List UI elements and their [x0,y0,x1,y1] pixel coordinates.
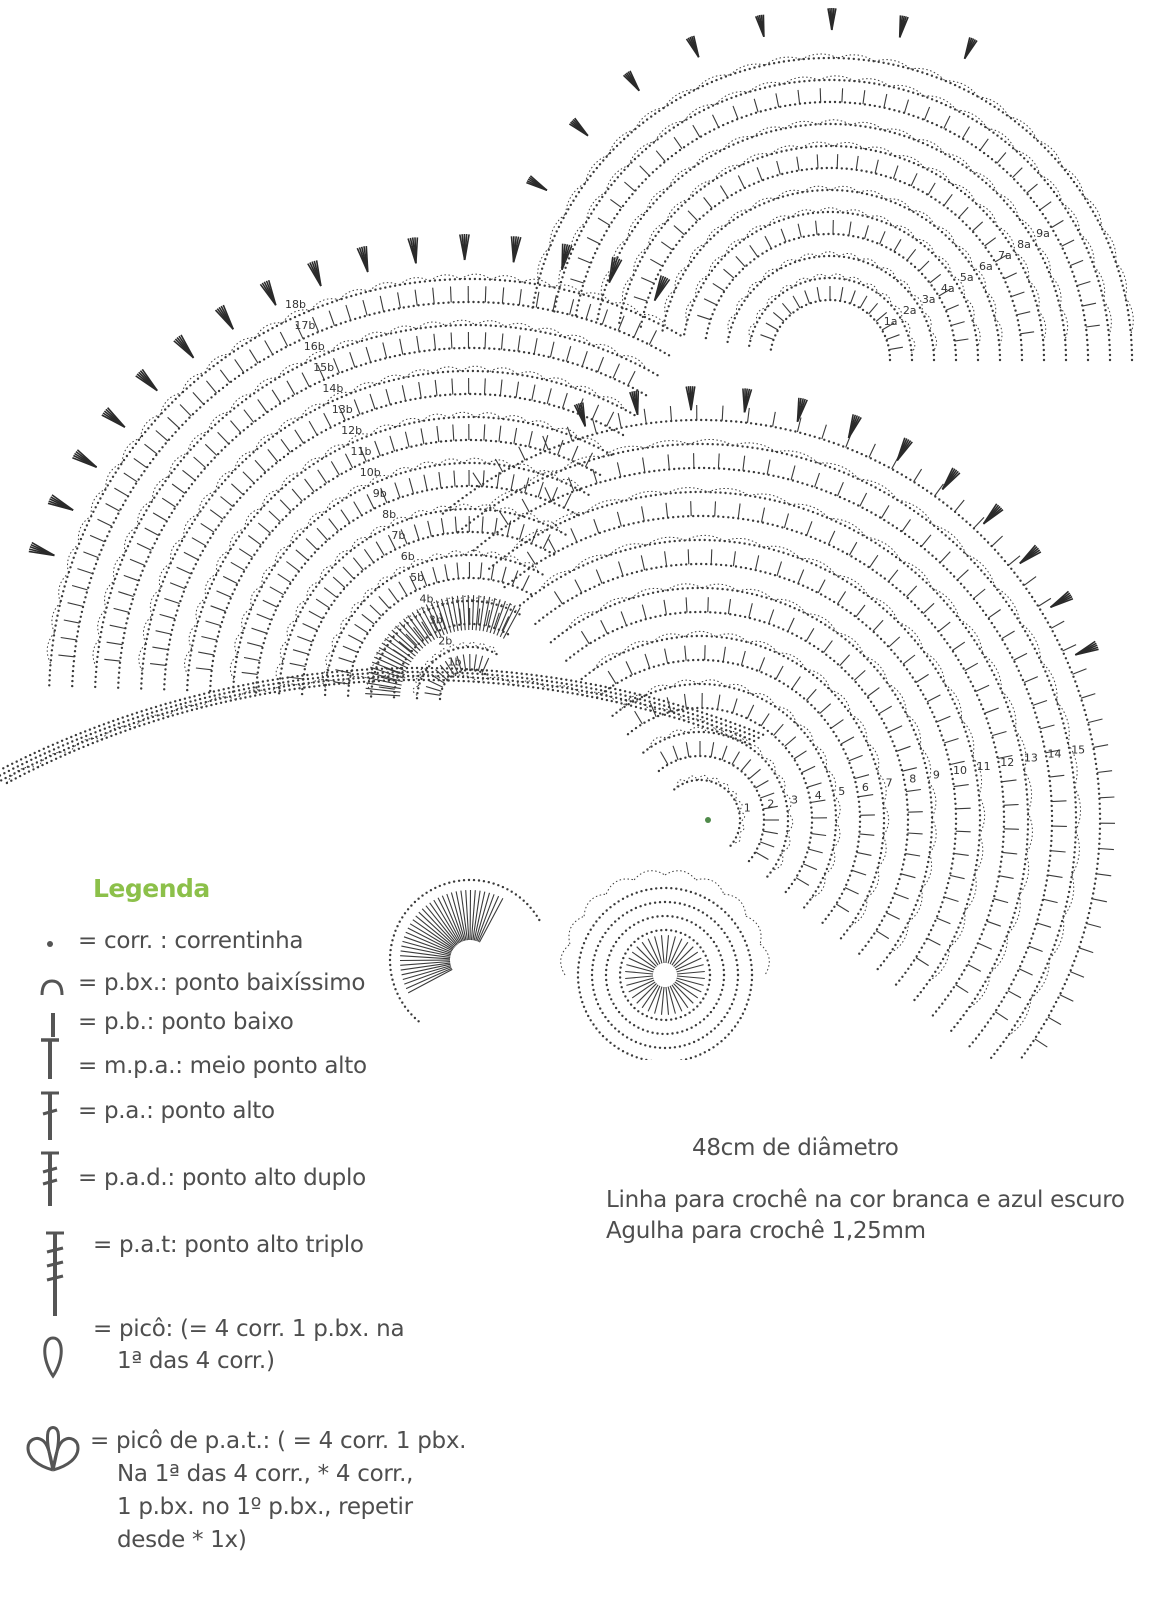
round-label-right: 12 [1000,755,1015,769]
right-motif-stitch-round [527,501,1019,993]
legend-text-picot-1: = picô: (= 4 corr. 1 p.bx. na [93,1316,405,1342]
right-motif-chain-round [627,707,813,893]
center-flower-chain-round [605,915,725,1035]
round-label-left: 4b [419,592,434,606]
top-motif-chain-round [531,57,1133,361]
round-label-left: 12b [341,424,363,438]
right-motif-chain-round [611,683,837,909]
left-motif-chain-round [186,416,613,692]
round-label-right: 15 [1071,743,1086,757]
slip-stitch-icon [38,975,68,999]
right-motif-chain-round [565,611,909,955]
materials-line-thread: Linha para crochê na cor branca e azul escuro [606,1187,1125,1213]
top-motif-chain-round [661,189,1001,361]
round-label-left: 6b [400,550,415,564]
right-motif-scallop-round [595,631,889,925]
round-label-left: 8b [382,508,397,522]
left-border-chain-round [0,675,755,782]
center-flower-stitches [625,935,705,1015]
chain-dot-icon [40,934,60,954]
legend-text-picot-2: 1ª das 4 corr.) [117,1348,275,1374]
right-motif-stitch-round [473,405,1115,1047]
left-motif-edge-fans [29,234,670,555]
round-label-right: 8 [909,772,917,786]
top-motif-edge-fans [526,8,977,190]
top-motif-chain-round [640,167,1024,361]
round-label-top: 5a [959,271,974,284]
right-motif-chain-round [442,419,1102,1060]
picot-icon [38,1330,68,1380]
round-label-top: 4a [940,282,955,295]
left-motif-scallop-round [47,274,667,663]
top-motif-scallop-round [728,252,937,351]
top-motif-scallop-round [538,54,1134,334]
round-label-right: 3 [791,793,798,807]
round-label-left: 18b [285,298,306,312]
round-label-top: 2a [902,304,917,317]
round-label-top: 9a [1036,227,1050,240]
center-flower-scallops [561,871,770,975]
legend-text-double-crochet: = p.a.: ponto alto [78,1098,275,1124]
left-motif-chain-round [209,439,601,692]
center-flower-chain-round [591,901,739,1049]
round-label-right: 10 [953,764,967,778]
round-label-left: 10b [359,466,381,480]
legend-text-single-crochet: = p.b.: ponto baixo [78,1009,294,1035]
legend-text-triple-picot-4: desde * 1x) [117,1527,247,1553]
round-label-left: 11b [350,445,372,459]
round-label-left: 9b [372,487,387,501]
treble-crochet-icon [35,1148,65,1210]
right-motif-chain-round [519,539,981,1001]
double-crochet-icon [35,1088,65,1144]
round-label-top: 1a [883,315,898,328]
legend-title: Legenda [93,874,210,903]
round-label-right: 6 [861,780,869,794]
left-border-chain-round [0,667,764,777]
round-label-top: 7a [998,249,1012,262]
right-motif-chain-round [550,587,934,971]
triple-treble-icon [40,1228,70,1320]
triple-picot-icon [20,1420,86,1478]
round-label-top: 3a [921,293,936,306]
legend-text-half-double-crochet: = m.p.a.: meio ponto alto [78,1053,367,1079]
round-label-left: 7b [391,529,406,543]
diameter-text: 48cm de diâmetro [692,1135,899,1161]
top-motif-scallop-round [665,186,1002,345]
round-label-right: 4 [814,789,822,803]
left-border-scallops [7,674,750,783]
legend-text-slip-stitch: = p.bx.: ponto baixíssimo [78,970,366,996]
left-motif-chain-round [48,278,682,687]
center-flower-chain-round [577,887,753,1060]
round-label-left: 14b [322,382,344,396]
half-double-crochet-icon [35,1035,65,1083]
top-motif-chain-round [618,145,1045,361]
left-motif-scallop-round [276,504,560,683]
top-motif-scallop-round [601,120,1067,340]
center-knot [705,817,711,823]
legend-text-triple-picot-2: Na 1ª das 4 corr., * 4 corr., [117,1461,414,1487]
round-label-left: 17b [294,319,316,333]
legend-text-triple-picot-3: 1 p.bx. no 1º p.bx., repetir [117,1494,413,1520]
right-motif-scallop-round [484,439,1080,1035]
top-motif-stitch-round [697,220,968,341]
center-flower-chain-round [619,929,711,1021]
right-motif-chain-round [673,779,741,847]
round-label-left: 16b [303,340,325,354]
legend-text-triple-treble: = p.a.t: ponto alto triplo [93,1232,364,1258]
round-label-right: 14 [1047,747,1062,761]
right-motif-stitch-round [608,645,875,912]
round-label-right: 1 [743,801,751,815]
round-label-left: 2b [438,634,453,648]
round-label-top: 8a [1017,238,1031,251]
round-label-top: 6a [979,260,993,273]
bottom-left-fan-outline [389,879,541,1023]
round-label-right: 2 [767,797,775,811]
round-label-left: 3b [428,613,443,627]
round-label-right: 9 [932,768,940,782]
round-label-right: 5 [838,785,846,798]
round-label-left: 15b [313,361,335,375]
round-label-left: 5b [410,571,425,585]
round-label-left: 1b [447,655,462,669]
left-motif-chain-round [140,370,636,690]
legend-text-treble-crochet: = p.a.d.: ponto alto duplo [78,1165,366,1191]
top-motif-scallop-round [559,76,1111,336]
round-label-right: 11 [976,760,991,773]
round-label-right: 13 [1023,751,1038,765]
legend-text-triple-picot-1: = picô de p.a.t.: ( = 4 corr. 1 pbx. [90,1428,467,1454]
top-motif-stitch-round [634,154,1034,334]
bottom-left-fan [400,890,503,993]
top-motif-chain-round [705,233,958,361]
round-label-left: 13b [331,403,353,417]
materials-line-hook: Agulha para crochê 1,25mm [606,1218,926,1244]
top-motif-chain-round [553,79,1111,361]
right-motif-scallop-round [677,775,745,843]
top-motif-chain-round [683,211,979,361]
round-label-right: 7 [885,776,893,790]
left-motif-chain-round [94,324,659,688]
top-motif-chain-round [575,101,1090,361]
legend-text-chain: = corr. : correntinha [78,928,304,954]
